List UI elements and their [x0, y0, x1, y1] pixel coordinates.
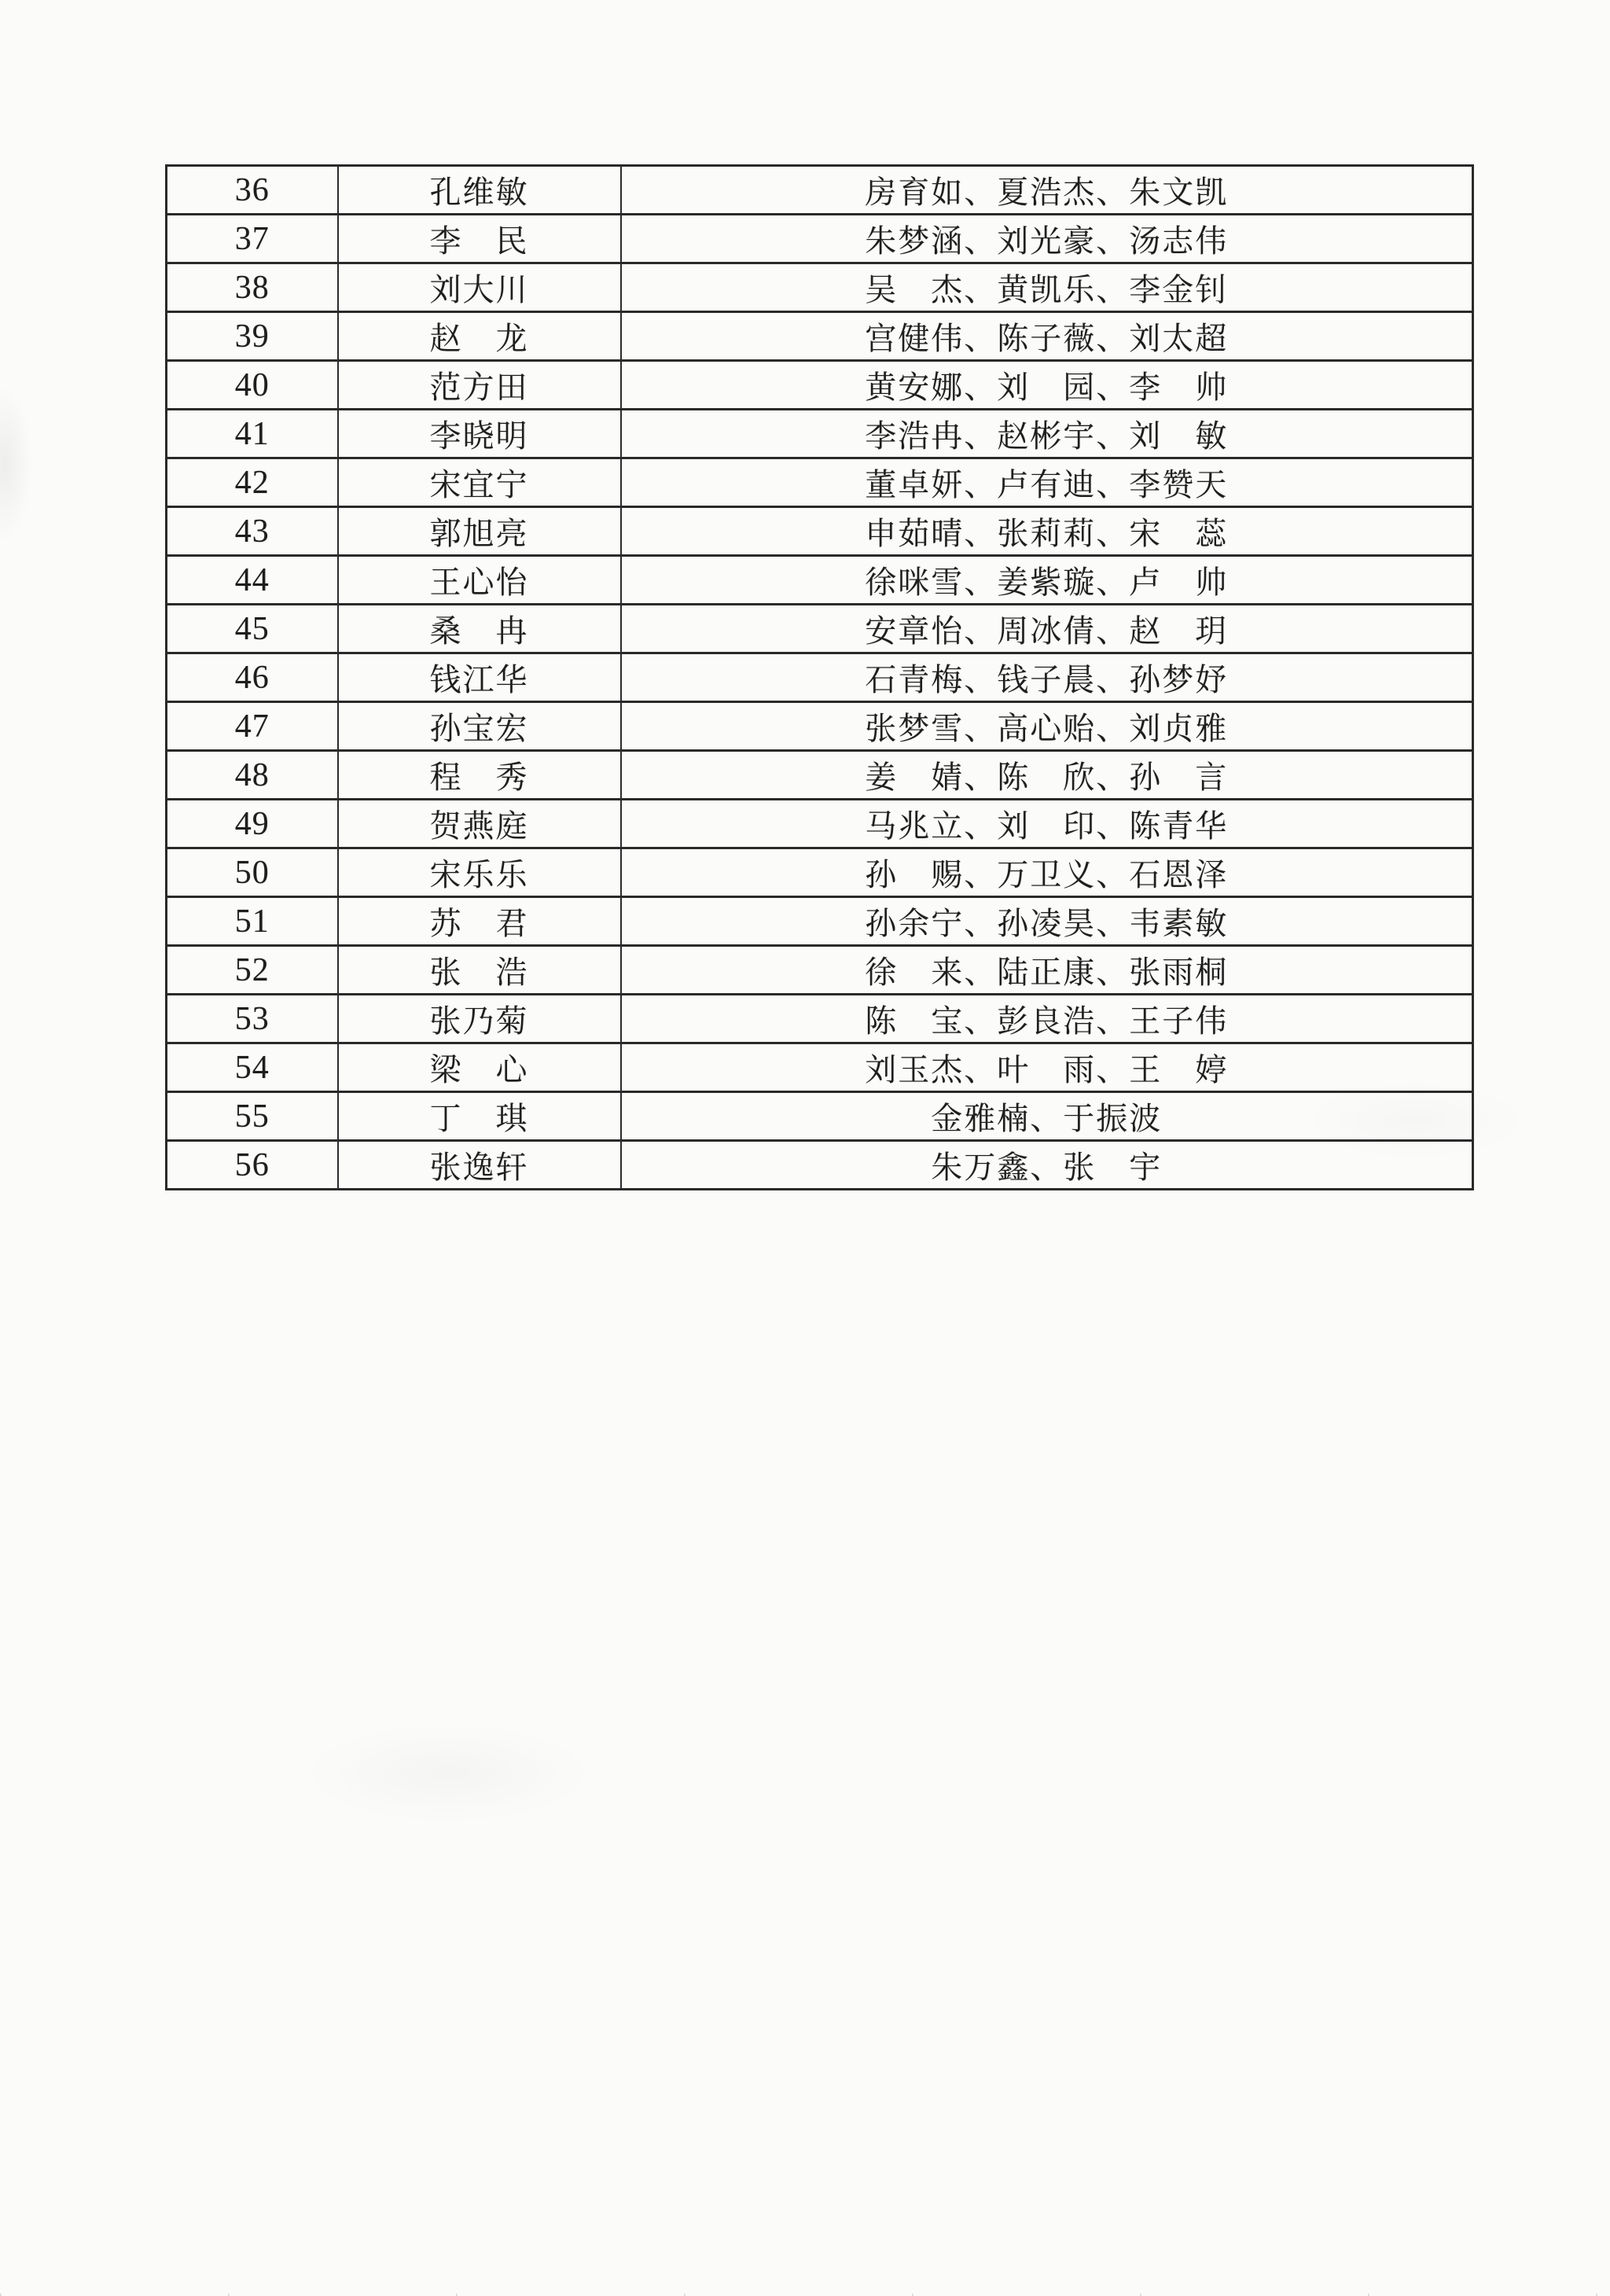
- table-row: [167, 1141, 1473, 1190]
- table-row: [167, 556, 1473, 605]
- members-cell: 徐 来、陆正康、张雨桐: [621, 946, 1473, 995]
- members-cell: 宫健伟、陈子薇、刘太超: [621, 312, 1473, 361]
- table-row: [167, 800, 1473, 848]
- roster-table-body: [167, 166, 1473, 1190]
- members-cell: 董卓妍、卢有迪、李赞天: [621, 458, 1473, 507]
- table-row: [167, 702, 1473, 751]
- row-number-cell: 43: [167, 507, 338, 556]
- row-number-cell: 38: [167, 263, 338, 312]
- row-number-cell: 37: [167, 215, 338, 263]
- row-number-cell: 46: [167, 653, 338, 702]
- table-row: [167, 1043, 1473, 1092]
- name-cell: 钱江华: [338, 653, 621, 702]
- row-number-cell: 56: [167, 1141, 338, 1190]
- table-row: [167, 312, 1473, 361]
- row-number-cell: 41: [167, 410, 338, 458]
- row-number-cell: 52: [167, 946, 338, 995]
- name-cell: 郭旭亮: [338, 507, 621, 556]
- name-cell: 王心怡: [338, 556, 621, 605]
- table-row: [167, 653, 1473, 702]
- name-cell: 程 秀: [338, 751, 621, 800]
- name-cell: 宋宜宁: [338, 458, 621, 507]
- table-row: [167, 263, 1473, 312]
- name-cell: 李 民: [338, 215, 621, 263]
- row-number-cell: 39: [167, 312, 338, 361]
- members-cell: 金雅楠、于振波: [621, 1092, 1473, 1141]
- name-cell: 张 浩: [338, 946, 621, 995]
- name-cell: 张逸轩: [338, 1141, 621, 1190]
- row-number-cell: 36: [167, 166, 338, 215]
- name-cell: 刘大川: [338, 263, 621, 312]
- row-number-cell: 49: [167, 800, 338, 848]
- name-cell: 孔维敏: [338, 166, 621, 215]
- table-row: [167, 1092, 1473, 1141]
- table-row: [167, 848, 1473, 897]
- row-number-cell: 44: [167, 556, 338, 605]
- name-cell: 丁 琪: [338, 1092, 621, 1141]
- name-cell: 贺燕庭: [338, 800, 621, 848]
- members-cell: 房育如、夏浩杰、朱文凯: [621, 166, 1473, 215]
- table-row: [167, 215, 1473, 263]
- row-number-cell: 45: [167, 605, 338, 653]
- row-number-cell: 50: [167, 848, 338, 897]
- table-row: [167, 946, 1473, 995]
- row-number-cell: 47: [167, 702, 338, 751]
- members-cell: 安章怡、周冰倩、赵 玥: [621, 605, 1473, 653]
- row-number-cell: 40: [167, 361, 338, 410]
- table-row: [167, 507, 1473, 556]
- table-row: [167, 458, 1473, 507]
- members-cell: 申茹晴、张莉莉、宋 蕊: [621, 507, 1473, 556]
- table-row: [167, 410, 1473, 458]
- row-number-cell: 42: [167, 458, 338, 507]
- name-cell: 桑 冉: [338, 605, 621, 653]
- members-cell: 朱梦涵、刘光豪、汤志伟: [621, 215, 1473, 263]
- row-number-cell: 55: [167, 1092, 338, 1141]
- members-cell: 徐咪雪、姜紫璇、卢 帅: [621, 556, 1473, 605]
- table-row: [167, 751, 1473, 800]
- members-cell: 陈 宝、彭良浩、王子伟: [621, 995, 1473, 1043]
- row-number-cell: 51: [167, 897, 338, 946]
- members-cell: 朱万鑫、张 宇: [621, 1141, 1473, 1190]
- members-cell: 孙 赐、万卫义、石恩泽: [621, 848, 1473, 897]
- members-cell: 黄安娜、刘 园、李 帅: [621, 361, 1473, 410]
- name-cell: 宋乐乐: [338, 848, 621, 897]
- table-row: [167, 166, 1473, 215]
- row-number-cell: 53: [167, 995, 338, 1043]
- table-row: [167, 897, 1473, 946]
- members-cell: 刘玉杰、叶 雨、王 婷: [621, 1043, 1473, 1092]
- members-cell: 吴 杰、黄凯乐、李金钊: [621, 263, 1473, 312]
- members-cell: 姜 婧、陈 欣、孙 言: [621, 751, 1473, 800]
- name-cell: 张乃菊: [338, 995, 621, 1043]
- name-cell: 孙宝宏: [338, 702, 621, 751]
- row-number-cell: 48: [167, 751, 338, 800]
- table-row: [167, 361, 1473, 410]
- roster-table: [165, 164, 1474, 1190]
- members-cell: 李浩冉、赵彬宇、刘 敏: [621, 410, 1473, 458]
- name-cell: 李晓明: [338, 410, 621, 458]
- members-cell: 孙余宁、孙凌昊、韦素敏: [621, 897, 1473, 946]
- row-number-cell: 54: [167, 1043, 338, 1092]
- table-row: [167, 995, 1473, 1043]
- name-cell: 范方田: [338, 361, 621, 410]
- name-cell: 赵 龙: [338, 312, 621, 361]
- members-cell: 张梦雪、高心贻、刘贞雅: [621, 702, 1473, 751]
- name-cell: 梁 心: [338, 1043, 621, 1092]
- table-row: [167, 605, 1473, 653]
- members-cell: 石青梅、钱子晨、孙梦妤: [621, 653, 1473, 702]
- name-cell: 苏 君: [338, 897, 621, 946]
- members-cell: 马兆立、刘 印、陈青华: [621, 800, 1473, 848]
